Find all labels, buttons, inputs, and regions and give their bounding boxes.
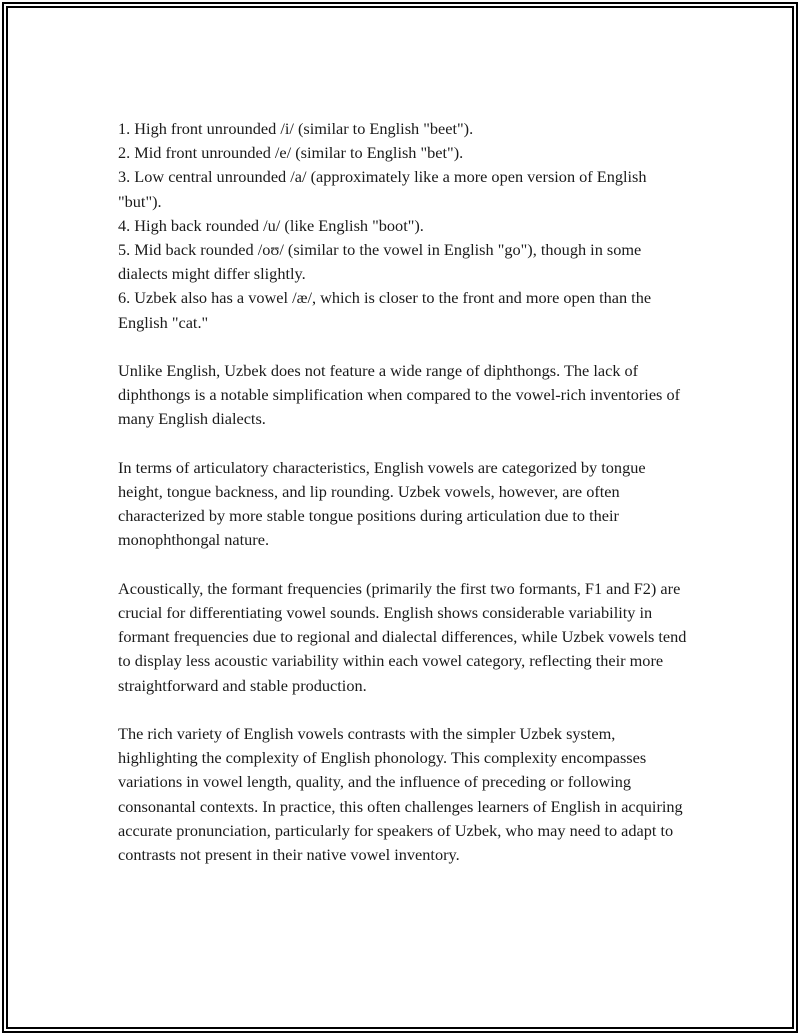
vowel-list-item: 5. Mid back rounded /oʊ/ (similar to the vowel in English "go"), though in some dialects might differ slightly. [118,240,642,284]
vowel-list-item: 1. High front unrounded /i/ (similar to English "beet"). [118,119,474,138]
paragraph-articulatory: In terms of articulatory characteristics, English vowels are categorized by tongue height, tongue backness, and lip rounding. Uzbek vowels, however, are often characterized by more stable tongue positions during articulation due to their monophthongal nature. [118,457,646,550]
paragraph-diphthongs: Unlike English, Uzbek does not feature a wide range of diphthongs. The lack of diphthongs is a notable simplification when compared to the vowel-rich inventories of many English dialects. [118,361,681,429]
vowel-list-item: 3. Low central unrounded /a/ (approximately like a more open version of English "but"). [118,167,647,211]
paragraph-phonology: The rich variety of English vowels contrasts with the simpler Uzbek system, highlighting the complexity of English phonology. This complexity encompasses variations in vowel length, quality, and the influence of preceding or following consonantal contexts. In practice, this often challenges learners of English in acquiring accurate pronunciation, particularly for speakers of Uzbek, who may need to adapt to contrasts not present in their native vowel inventory. [118,724,683,865]
vowel-list-item: 6. Uzbek also has a vowel /æ/, which is closer to the front and more open than the English "cat." [118,288,652,332]
vowel-list-item: 2. Mid front unrounded /e/ (similar to English "bet"). [118,143,464,163]
vowel-list-item: 4. High back rounded /u/ (like English "boot"). [118,215,424,235]
paragraph-acoustic: Acoustically, the formant frequencies (primarily the first two formants, F1 and F2) are crucial for differentiating vowel sounds. English shows considerable variability in formant frequencies due to regional and dialectal differences, while Uzbek vowels tend to display less acoustic variability within each vowel category, reflecting their more straightforward and stable production. [118,578,687,695]
document-body [118,117,688,867]
vowel-list [118,117,688,335]
